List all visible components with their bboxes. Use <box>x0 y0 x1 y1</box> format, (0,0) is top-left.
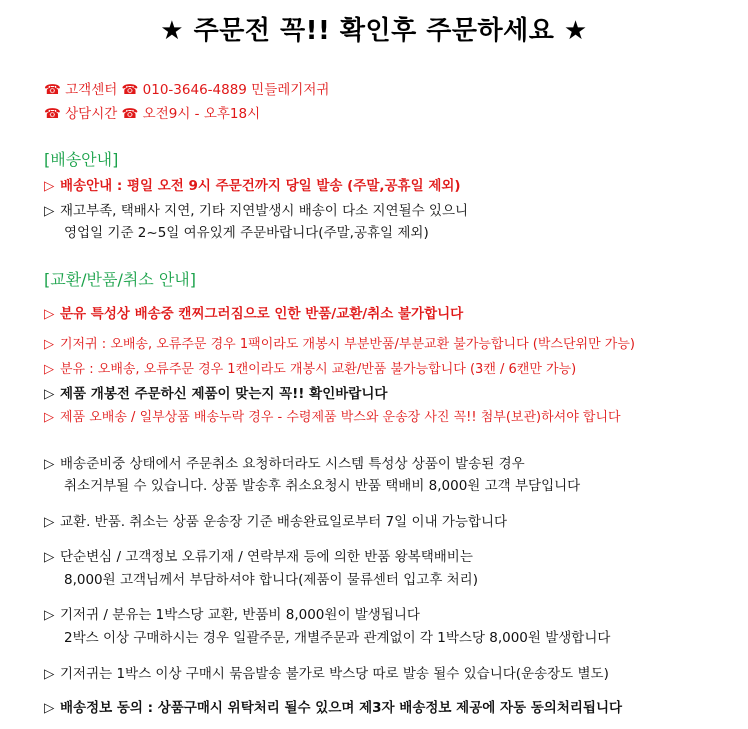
triangle-bullet-icon: ▷ <box>44 337 54 352</box>
triangle-bullet-icon: ▷ <box>44 203 55 219</box>
contact-line-customer-center: ☎ 고객센터 ☎ 010-3646-4889 민들레기저귀 <box>44 82 330 98</box>
shipping-heading: [배송안내] <box>44 150 119 169</box>
returns-item: ▷ 교환. 반품. 취소는 상품 운송장 기준 배송완료일로부터 7일 이내 가능합니다 <box>44 514 508 530</box>
returns-item-continuation: 취소거부될 수 있습니다. 상품 발송후 취소요청시 반품 택배비 8,000원 고객 부담입니다 <box>64 478 581 494</box>
returns-item: ▷ 제품 개봉전 주문하신 제품이 맞는지 꼭!! 확인바랍니다 <box>44 386 388 402</box>
triangle-bullet-icon: ▷ <box>44 386 55 402</box>
returns-item: ▷ 기저귀 / 분유는 1박스당 교환, 반품비 8,000원이 발생됩니다 <box>44 607 420 623</box>
triangle-bullet-icon: ▷ <box>44 362 54 377</box>
triangle-bullet-icon: ▷ <box>44 306 55 322</box>
returns-item: ▷ 제품 오배송 / 일부상품 배송누락 경우 - 수령제품 박스와 운송장 사진 꼭!! 첨부(보관)하셔야 합니다 <box>44 410 621 425</box>
returns-item-continuation: 2박스 이상 구매하시는 경우 일괄주문, 개별주문과 관계없이 각 1박스당 8,000원 발생합니다 <box>64 630 611 646</box>
returns-item: ▷ 배송정보 동의 : 상품구매시 위탁처리 될수 있으며 제3자 배송정보 제공에 자동 동의처리됩니다 <box>44 700 623 716</box>
triangle-bullet-icon: ▷ <box>44 178 55 194</box>
triangle-bullet-icon: ▷ <box>44 410 54 425</box>
triangle-bullet-icon: ▷ <box>44 666 55 682</box>
triangle-bullet-icon: ▷ <box>44 607 55 623</box>
triangle-bullet-icon: ▷ <box>44 456 55 472</box>
contact-line-hours: ☎ 상담시간 ☎ 오전9시 - 오후18시 <box>44 106 261 122</box>
returns-item-continuation: 8,000원 고객님께서 부담하셔야 합니다(제품이 물류센터 입고후 처리) <box>64 572 478 588</box>
page-title: ★ 주문전 꼭!! 확인후 주문하세요 ★ <box>160 16 588 46</box>
returns-item: ▷ 배송준비중 상태에서 주문취소 요청하더라도 시스템 특성상 상품이 발송된 경우 <box>44 456 525 472</box>
shipping-item-continuation: 영업일 기준 2~5일 여유있게 주문바랍니다(주말,공휴일 제외) <box>64 225 429 241</box>
shipping-item: ▷ 배송안내 : 평일 오전 9시 주문건까지 당일 발송 (주말,공휴일 제외) <box>44 178 461 194</box>
returns-item: ▷ 기저귀는 1박스 이상 구매시 묶음발송 불가로 박스당 따로 발송 될수 있습니다(운송장도 별도) <box>44 666 609 682</box>
returns-item: ▷ 단순변심 / 고객정보 오류기재 / 연락부재 등에 의한 반품 왕복택배비는 <box>44 549 473 565</box>
returns-item: ▷ 분유 특성상 배송중 캔찌그러짐으로 인한 반품/교환/취소 불가합니다 <box>44 306 464 322</box>
returns-item: ▷ 기저귀 : 오배송, 오류주문 경우 1팩이라도 개봉시 부분반품/부분교환 불가능합니다 (박스단위만 가능) <box>44 337 635 352</box>
returns-heading: [교환/반품/취소 안내] <box>44 270 196 289</box>
shipping-item: ▷ 재고부족, 택배사 지연, 기타 지연발생시 배송이 다소 지연될수 있으니 <box>44 203 469 219</box>
triangle-bullet-icon: ▷ <box>44 549 55 565</box>
returns-item: ▷ 분유 : 오배송, 오류주문 경우 1캔이라도 개봉시 교환/반품 불가능합니다 (3캔 / 6캔만 가능) <box>44 362 577 377</box>
triangle-bullet-icon: ▷ <box>44 514 55 530</box>
triangle-bullet-icon: ▷ <box>44 700 55 716</box>
